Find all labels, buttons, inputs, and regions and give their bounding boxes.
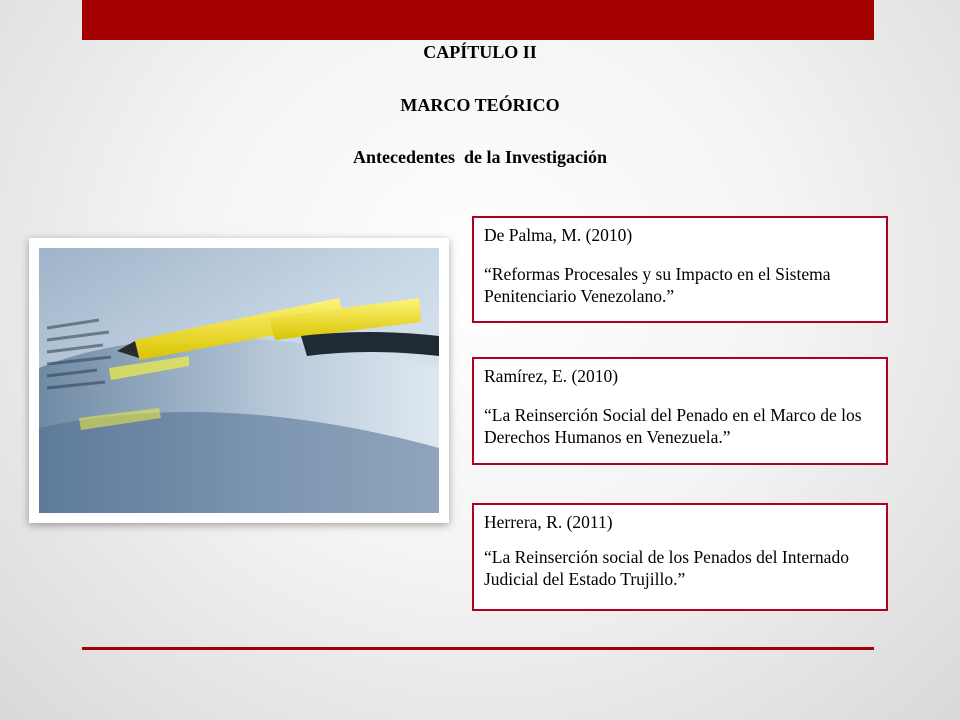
bottom-rule-divider [82,647,874,650]
reference-title: “La Reinserción social de los Penados del Internado Judicial del Estado Trujillo.” [484,547,849,589]
reference-card [472,216,888,323]
subsection-title: Antecedentes de la Investigación [353,147,607,167]
reference-author: Herrera, R. (2011) [484,512,613,532]
book-highlighter-photo [29,238,449,523]
reference-author: De Palma, M. (2010) [484,225,633,245]
reference-card [472,357,888,465]
section-title: MARCO TEÓRICO [400,95,560,115]
reference-author: Ramírez, E. (2010) [484,366,619,386]
reference-title: “La Reinserción Social del Penado en el Marco de los Derechos Humanos en Venezuela.” [484,405,862,447]
chapter-title: CAPÍTULO II [423,42,537,62]
reference-title: “Reformas Procesales y su Impacto en el Sistema Penitenciario Venezolano.” [484,264,831,306]
reference-card [472,503,888,611]
top-accent-bar [82,0,874,40]
book-highlighter-illustration [39,248,439,513]
